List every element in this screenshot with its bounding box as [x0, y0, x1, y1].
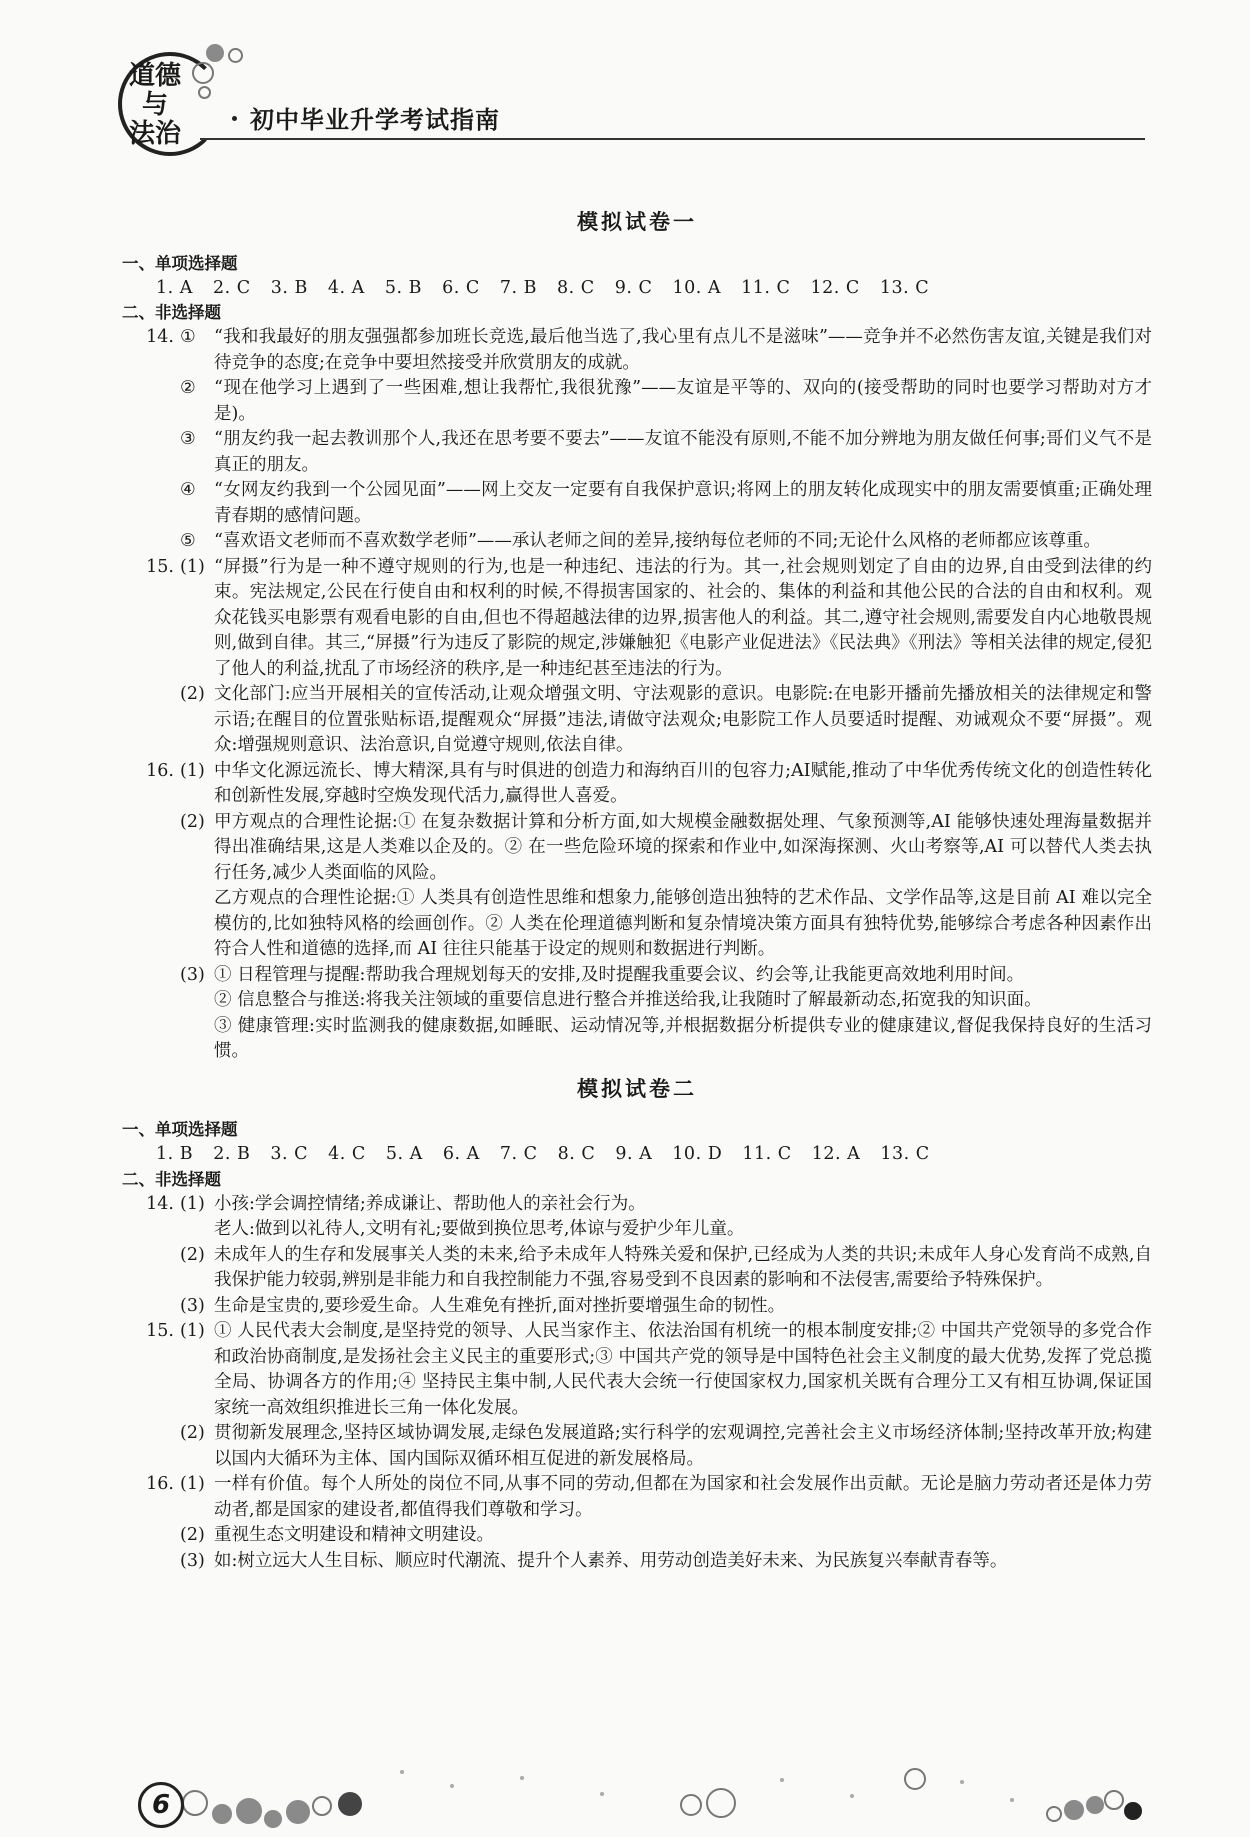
part-text: 老人:做到以礼待人,文明有礼;要做到换位思考,体谅与爱护少年儿童。	[214, 1219, 745, 1239]
section-head-nonchoice: 二、非选择题	[122, 303, 221, 322]
subject-badge	[120, 62, 190, 149]
part-mark: (2)	[180, 811, 205, 832]
part-mark	[180, 886, 214, 963]
answer-item: 13. C	[880, 1144, 930, 1164]
decor-bubble-icon	[904, 1768, 926, 1790]
decor-dot-icon	[1010, 1798, 1014, 1802]
page-number: 6	[138, 1782, 184, 1828]
part-text: 重视生态文明建设和精神文明建设。	[214, 1525, 494, 1545]
answer-part	[180, 1319, 1152, 1421]
answer-part	[180, 1294, 1152, 1320]
answer-item: 13. C	[879, 277, 930, 298]
part-mark: ①	[180, 327, 196, 347]
answer-part	[180, 555, 1152, 683]
part-text: ① 人民代表大会制度,是坚持党的领导、人民当家作主、依法治国有机统一的根本制度安排;② 中国共产党领导的多党合作和政治协商制度,是发扬社会主义民主的重要形式;③ 中国共产党的领导是中国特色社会主义制度的最大优势,发挥了党总揽全局、协调各方的作用;④ 坚持民主集中制,人民代表大会统一行使国家权力,国家机关既有合理分工又有相互协调,保证国家统一高效组织推进长三角一体化发展。	[214, 1321, 1152, 1418]
question-14	[122, 325, 1152, 555]
paper-title: 模拟试卷一	[577, 210, 697, 234]
answer-item: 5. A	[385, 1144, 423, 1164]
subject-line-2: 与	[141, 90, 168, 120]
question-16	[122, 1472, 1152, 1574]
answer-item: 3. B	[270, 277, 308, 298]
decor-dot-icon	[850, 1794, 854, 1798]
decor-bubble-icon	[1124, 1802, 1142, 1820]
part-mark: (3)	[180, 964, 205, 985]
decor-dot-icon	[960, 1780, 964, 1784]
answer-part	[180, 478, 1152, 529]
part-mark: ④	[180, 480, 196, 500]
decor-bubble-icon	[212, 1804, 232, 1824]
part-mark	[180, 1217, 214, 1243]
answer-item: 8. C	[557, 1144, 596, 1164]
answer-part	[180, 427, 1152, 478]
question-15	[122, 555, 1152, 759]
question-number: 16.	[146, 1474, 174, 1494]
answer-item: 12. C	[810, 277, 860, 298]
answer-item: 2. C	[212, 277, 251, 298]
part-text: “女网友约我到一个公园见面”——网上交友一定要有自我保护意识;将网上的朋友转化成现实中的朋友需要慎重;正确处理青春期的感情问题。	[214, 480, 1152, 526]
decor-dot-icon	[450, 1784, 454, 1788]
decor-bubble-icon	[338, 1792, 362, 1816]
paper-2	[122, 1077, 1152, 1575]
choice-answers	[122, 1142, 1152, 1168]
section-head-choice: 一、单项选择题	[122, 1120, 238, 1139]
part-text: “朋友约我一起去教训那个人,我还在思考要不要去”——友谊不能没有原则,不能不加分辨地为朋友做任何事;哥们义气不是真正的朋友。	[214, 429, 1152, 475]
header-bullet-icon	[232, 116, 237, 121]
answer-part	[180, 963, 1152, 989]
part-mark: (1)	[180, 1474, 205, 1494]
answer-item: 1. B	[156, 1144, 194, 1164]
subject-line-1: 道德	[128, 61, 181, 91]
part-mark: (2)	[180, 1244, 205, 1265]
decor-bubble-icon	[1086, 1796, 1104, 1814]
part-text: 中华文化源远流长、博大精深,具有与时俱进的创造力和海纳百川的包容力;AI赋能,推动了中华优秀传统文化的创造性转化和创新性发展,穿越时空焕发现代活力,赢得世人喜爱。	[214, 760, 1152, 806]
answer-item: 6. C	[442, 277, 480, 298]
choice-answers	[122, 276, 1152, 302]
answer-item: 10. D	[672, 1144, 723, 1164]
answer-part	[180, 1523, 1152, 1549]
answer-item: 1. A	[156, 277, 193, 298]
answer-part	[180, 988, 1152, 1014]
answer-part	[180, 1243, 1152, 1294]
answer-content	[122, 210, 1152, 1574]
decor-bubble-icon	[264, 1810, 282, 1828]
answer-part	[180, 1192, 1152, 1218]
answer-part	[180, 1014, 1152, 1065]
part-text: “屏摄”行为是一种不遵守规则的行为,也是一种违纪、违法的行为。其一,社会规则划定了自由的边界,自由受到法律的约束。宪法规定,公民在行使自由和权利的时候,不得损害国家的、社会的、集体的利益和其他公民的合法的自由和权利。观众花钱买电影票有观看电影的自由,但也不得超越法律的边界,损害他人的利益。其二,遵守社会规则,需要发自内心地敬畏规则,做到自律。其三,“屏摄”行为违反了影院的规定,涉嫌触犯《电影产业促进法》《民法典》《刑法》等相关法律的规定,侵犯了他人的利益,扰乱了市场经济的秩序,是一种违纪甚至违法的行为。	[214, 556, 1152, 679]
question-number: 15.	[146, 1321, 174, 1341]
answer-part	[180, 810, 1152, 887]
part-mark: (2)	[180, 684, 205, 704]
decor-bubble-icon	[680, 1794, 702, 1816]
answer-item: 4. A	[327, 277, 365, 298]
question-15	[122, 1319, 1152, 1472]
decor-bubble-icon	[192, 62, 214, 84]
part-text: “喜欢语文老师而不喜欢数学老师”——承认老师之间的差异,接纳每位老师的不同;无论什么风格的老师都应该尊重。	[214, 531, 1101, 551]
answer-item: 5. B	[384, 277, 423, 298]
page-footer	[0, 1740, 1250, 1837]
answer-item: 11. C	[742, 1144, 792, 1164]
page-header	[0, 0, 1250, 170]
part-text: 贯彻新发展理念,坚持区域协调发展,走绿色发展道路;实行科学的宏观调控,完善社会主义市场经济体制;坚持改革开放;构建以国内大循环为主体、国内国际双循环相互促进的新发展格局。	[214, 1423, 1152, 1469]
answer-item: 3. C	[270, 1144, 309, 1164]
decor-bubble-icon	[228, 48, 243, 63]
part-mark: (3)	[180, 1550, 205, 1571]
answer-part	[180, 759, 1152, 810]
question-number: 14.	[146, 1193, 174, 1214]
subject-line-3: 法治	[128, 119, 181, 149]
question-16	[122, 759, 1152, 1065]
part-text: ① 日程管理与提醒:帮助我合理规划每天的安排,及时提醒我重要会议、约会等,让我能更高效地利用时间。	[214, 964, 1025, 985]
answer-item: 6. A	[442, 1144, 480, 1164]
answer-part	[180, 886, 1152, 963]
part-text: 小孩:学会调控情绪;养成谦让、帮助他人的亲社会行为。	[214, 1193, 646, 1214]
answer-part	[180, 376, 1152, 427]
answer-part	[180, 1421, 1152, 1472]
part-mark: (1)	[180, 1321, 205, 1341]
answer-part	[180, 529, 1152, 555]
answer-item: 7. C	[499, 1144, 538, 1164]
answer-item: 4. C	[328, 1144, 366, 1164]
part-mark: (1)	[180, 556, 205, 577]
part-mark: ③	[180, 429, 196, 449]
answer-part	[180, 325, 1152, 376]
part-mark	[180, 1014, 214, 1065]
part-text: 未成年人的生存和发展事关人类的未来,给予未成年人特殊关爱和保护,已经成为人类的共识;未成年人身心发育尚不成熟,自我保护能力较弱,辨别是非能力和自我控制能力不强,容易受到不良因素的影响和不法侵害,需要给予特殊保护。	[214, 1244, 1152, 1290]
part-mark: (2)	[180, 1423, 205, 1443]
decor-bubble-icon	[312, 1796, 332, 1816]
answer-part	[180, 1472, 1152, 1523]
part-text: 甲方观点的合理性论据:① 在复杂数据计算和分析方面,如大规模金融数据处理、气象预测等,AI 能够快速处理海量数据并得出准确结果,这是人类难以企及的。② 在一些危险环境的探索和作业中,如深海探测、火山考察等,AI 可以替代人类去执行任务,减少人类面临的风险。	[214, 811, 1152, 883]
part-mark: (1)	[180, 760, 205, 781]
decor-dot-icon	[400, 1770, 404, 1774]
part-mark: ⑤	[180, 531, 196, 551]
part-text: 生命是宝贵的,要珍爱生命。人生难免有挫折,面对挫折要增强生命的韧性。	[214, 1295, 786, 1316]
question-14	[122, 1192, 1152, 1320]
answer-part	[180, 1549, 1152, 1575]
answer-item: 2. B	[213, 1144, 251, 1164]
decor-bubble-icon	[286, 1800, 310, 1824]
decor-bubble-icon	[1104, 1790, 1124, 1810]
answer-item: 8. C	[557, 277, 595, 298]
answer-part	[180, 682, 1152, 759]
decor-dot-icon	[520, 1776, 524, 1780]
answer-part	[180, 1217, 1152, 1243]
part-text: 一样有价值。每个人所处的岗位不同,从事不同的劳动,但都在为国家和社会发展作出贡献。无论是脑力劳动者还是体力劳动者,都是国家的建设者,都值得我们尊敬和学习。	[214, 1474, 1152, 1520]
paper-title: 模拟试卷二	[577, 1076, 697, 1101]
decor-dot-icon	[780, 1778, 784, 1782]
book-title: 初中毕业升学考试指南	[250, 105, 500, 134]
question-number: 15.	[146, 556, 174, 577]
section-head-choice: 一、单项选择题	[122, 253, 238, 273]
answer-item: 9. A	[615, 1144, 653, 1164]
decor-bubble-icon	[198, 86, 211, 99]
answer-item: 10. A	[672, 277, 722, 298]
section-head-nonchoice: 二、非选择题	[122, 1169, 221, 1189]
decor-dot-icon	[600, 1792, 604, 1796]
paper-1	[122, 210, 1152, 1065]
question-number: 16.	[146, 760, 174, 781]
answer-item: 12. A	[811, 1144, 861, 1164]
part-text: “我和我最好的朋友强强都参加班长竞选,最后他当选了,我心里有点儿不是滋味”——竞争并不必然伤害友谊,关键是我们对待竞争的态度;在竞争中要坦然接受并欣赏朋友的成就。	[214, 327, 1152, 373]
question-number: 14.	[146, 327, 174, 347]
answer-item: 9. C	[614, 277, 653, 298]
decor-bubble-icon	[1064, 1800, 1084, 1820]
part-mark: ②	[180, 378, 196, 398]
decor-bubble-icon	[1046, 1806, 1062, 1822]
header-divider	[200, 138, 1145, 140]
part-text: 乙方观点的合理性论据:① 人类具有创造性思维和想象力,能够创造出独特的艺术作品、文学作品等,这是目前 AI 难以完全模仿的,比如独特风格的绘画创作。② 人类在伦理道德判断和复杂情境决策方面具有独特优势,能够综合考虑各种因素作出符合人性和道德的选择,而 AI 往往只能基于设定的规则和数据进行判断。	[214, 888, 1152, 959]
part-text: ② 信息整合与推送:将我关注领域的重要信息进行整合并推送给我,让我随时了解最新动态,拓宽我的知识面。	[214, 990, 1042, 1010]
part-text: ③ 健康管理:实时监测我的健康数据,如睡眠、运动情况等,并根据数据分析提供专业的健康建议,督促我保持良好的生活习惯。	[214, 1015, 1152, 1061]
part-text: “现在他学习上遇到了一些困难,想让我帮忙,我很犹豫”——友谊是平等的、双向的(接受帮助的同时也要学习帮助对方才是)。	[214, 378, 1152, 424]
part-text: 如:树立远大人生目标、顺应时代潮流、提升个人素养、用劳动创造美好未来、为民族复兴奉献青春等。	[214, 1550, 1008, 1571]
answer-item: 11. C	[741, 277, 791, 298]
decor-bubble-icon	[182, 1790, 208, 1816]
part-mark: (1)	[180, 1193, 205, 1214]
decor-bubble-icon	[236, 1798, 262, 1824]
part-mark: (3)	[180, 1295, 205, 1316]
part-mark	[180, 988, 214, 1014]
answer-item: 7. B	[499, 277, 537, 298]
part-text: 文化部门:应当开展相关的宣传活动,让观众增强文明、守法观影的意识。电影院:在电影开播前先播放相关的法律规定和警示语;在醒目的位置张贴标语,提醒观众“屏摄”违法,请做守法观众;电影院工作人员要适时提醒、劝诫观众不要“屏摄”。观众:增强规则意识、法治意识,自觉遵守规则,依法自律。	[214, 684, 1152, 755]
decor-bubble-icon	[706, 1788, 736, 1818]
part-mark: (2)	[180, 1525, 205, 1545]
decor-bubble-icon	[206, 44, 224, 62]
